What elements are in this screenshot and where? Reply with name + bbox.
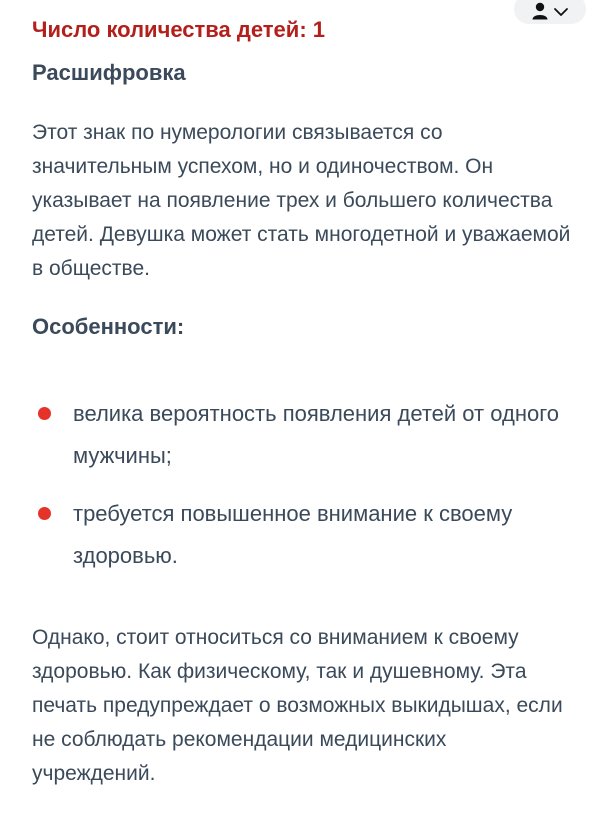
- chevron-down-icon: [553, 4, 569, 20]
- list-item-text: велика вероятность появления детей от одного мужчины;: [73, 401, 559, 468]
- list-item: [32, 493, 580, 577]
- user-icon: [531, 2, 549, 20]
- features-list: [32, 393, 580, 593]
- list-item: [32, 393, 580, 477]
- bullet-dot-icon: [38, 507, 51, 520]
- warning-paragraph: Однако, стоит относиться со вниманием к своему здоровью. Как физическому, так и душевному. Эта печать предупреждает о возможных выкидышах, если не соблюдать рекомендации медицинских учреждений.: [32, 626, 563, 785]
- list-item-text: требуется повышенное внимание к своему здоровью.: [73, 501, 513, 568]
- page-title: Число количества детей: 1: [32, 17, 325, 42]
- bullet-dot-icon: [38, 407, 51, 420]
- user-menu-button[interactable]: [514, 0, 586, 24]
- section-subtitle: Расшифровка: [32, 60, 186, 85]
- features-heading: Особенности:: [32, 314, 185, 339]
- description-paragraph: Этот знак по нумерологии связывается со значительным успехом, но и одиночеством. Он указывает на появление трех и большего количества детей. Девушка может стать многодетной и уважаемой в обществе.: [32, 121, 571, 280]
